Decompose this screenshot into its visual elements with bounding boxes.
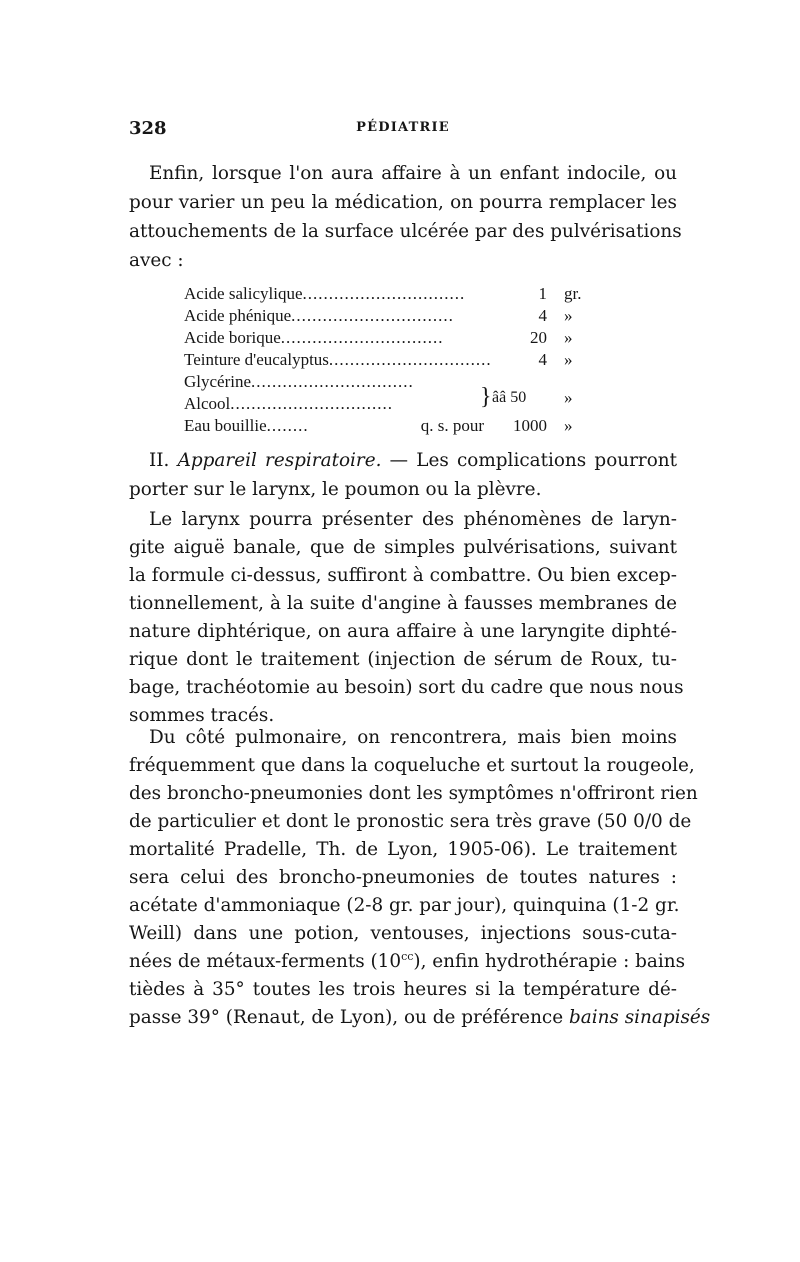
formula-row: [184, 327, 604, 349]
leader-dots: ...............................: [280, 328, 444, 347]
text-line: Du côté pulmonaire, on rencontrera, mais bien moins: [149, 727, 677, 748]
text-line: avec :: [129, 250, 184, 271]
text-line: passe 39° (Renaut, de Lyon), ou de préférence bains sinapisés: [129, 1007, 711, 1028]
text-line: nées de métaux-ferments $(10^{cc})$, enfin hydrothérapie : bains: [129, 949, 686, 972]
text-line: la formule ci-dessus, suffiront à combattre. Ou bien excep-: [129, 565, 677, 586]
ingredient-quantity: 1: [538, 284, 547, 303]
running-title: PÉDIATRIE: [356, 120, 450, 135]
grouped-quantity: ââ 50: [492, 389, 527, 406]
text-line: Weill) dans une potion, ventouses, injections sous-cuta-: [129, 923, 677, 944]
text-line: porter sur le larynx, le poumon ou la plèvre.: [129, 479, 542, 500]
leader-dots: ...............................: [251, 372, 414, 391]
formula-row: [184, 349, 604, 371]
italic-term: bains sinapisés: [568, 1007, 711, 1028]
text-line: attouchements de la surface ulcérée par des pulvérisations: [129, 221, 682, 242]
text-line: pour varier un peu la médication, on pourra remplacer les: [129, 192, 677, 213]
leader-dots: ...............................: [328, 350, 492, 369]
ingredient-name: Acide borique: [184, 328, 281, 347]
ingredient-quantity: 4: [538, 306, 547, 325]
ingredient-unit: »: [564, 328, 573, 347]
text-line: sera celui des broncho-pneumonies de toutes natures :: [129, 867, 677, 888]
formula-row: [184, 415, 604, 437]
page-number: 328: [129, 118, 167, 139]
section-number: II.: [149, 450, 170, 471]
ingredient-quantity: 20: [530, 328, 547, 347]
grouped-unit: »: [564, 388, 573, 407]
text-line: des broncho-pneumonies dont les symptômes n'offriront rien: [129, 783, 698, 804]
leader-dots: ...............................: [302, 284, 466, 303]
text-line: fréquemment que dans la coqueluche et surtout la rougeole,: [129, 755, 695, 776]
ingredient-name: Acide phénique: [184, 306, 292, 325]
ingredient-unit: »: [564, 416, 573, 435]
page-header: [129, 118, 677, 146]
text-line: Le larynx pourra présenter des phénomènes de laryn-: [149, 509, 677, 530]
ingredient-name: Alcool: [184, 394, 231, 413]
ingredient-unit: »: [564, 350, 573, 369]
section-text: — Les complications pourront: [381, 450, 677, 471]
text-line: rique dont le traitement (injection de sérum de Roux, tu-: [129, 649, 677, 670]
text-line: tièdes à 35° toutes les trois heures si la température dé-: [129, 979, 677, 1000]
quantum-satis: q. s. pour: [420, 416, 484, 435]
ingredient-name: Acide salicylique: [184, 284, 303, 303]
prescription-formula: [184, 283, 604, 443]
formula-row: [184, 305, 604, 327]
leader-dots: ...............................: [291, 306, 454, 325]
ingredient-quantity: 4: [538, 350, 547, 369]
leader-dots: ...............................: [230, 394, 394, 413]
text-line: [129, 447, 677, 475]
text-line: Enfin, lorsque l'on aura affaire à un enfant indocile, ou: [149, 163, 677, 184]
section-title: Appareil respiratoire.: [177, 450, 382, 471]
text-line: bage, trachéotomie au besoin) sort du cadre que nous nous: [129, 677, 684, 698]
ingredient-name: Glycérine: [184, 372, 252, 391]
ingredient-name: Eau bouillie: [184, 416, 267, 435]
leader-dots: ........: [266, 416, 309, 435]
text-line: acétate d'ammoniaque (2-8 gr. par jour), quinquina (1-2 gr.: [129, 895, 680, 916]
ingredient-name: Teinture d'eucalyptus: [184, 350, 329, 369]
text-line: sommes tracés.: [129, 705, 275, 726]
text-line: nature diphtérique, on aura affaire à une laryngite diphté-: [129, 621, 677, 642]
text-line: mortalité Pradelle, Th. de Lyon, 1905-06). Le traitement: [129, 839, 677, 860]
grouping-brace: }: [480, 384, 492, 410]
ingredient-unit: gr.: [564, 284, 582, 303]
text-line: gite aiguë banale, que de simples pulvérisations, suivant: [129, 537, 677, 558]
ingredient-quantity: 1000: [513, 416, 547, 435]
formula-row: [184, 283, 604, 305]
text-line: de particulier et dont le pronostic sera très grave (50 0/0 de: [129, 811, 692, 832]
superscript-cc: cc: [401, 949, 414, 963]
ingredient-unit: »: [564, 306, 573, 325]
text-line: tionnellement, à la suite d'angine à fausses membranes de: [129, 593, 677, 614]
